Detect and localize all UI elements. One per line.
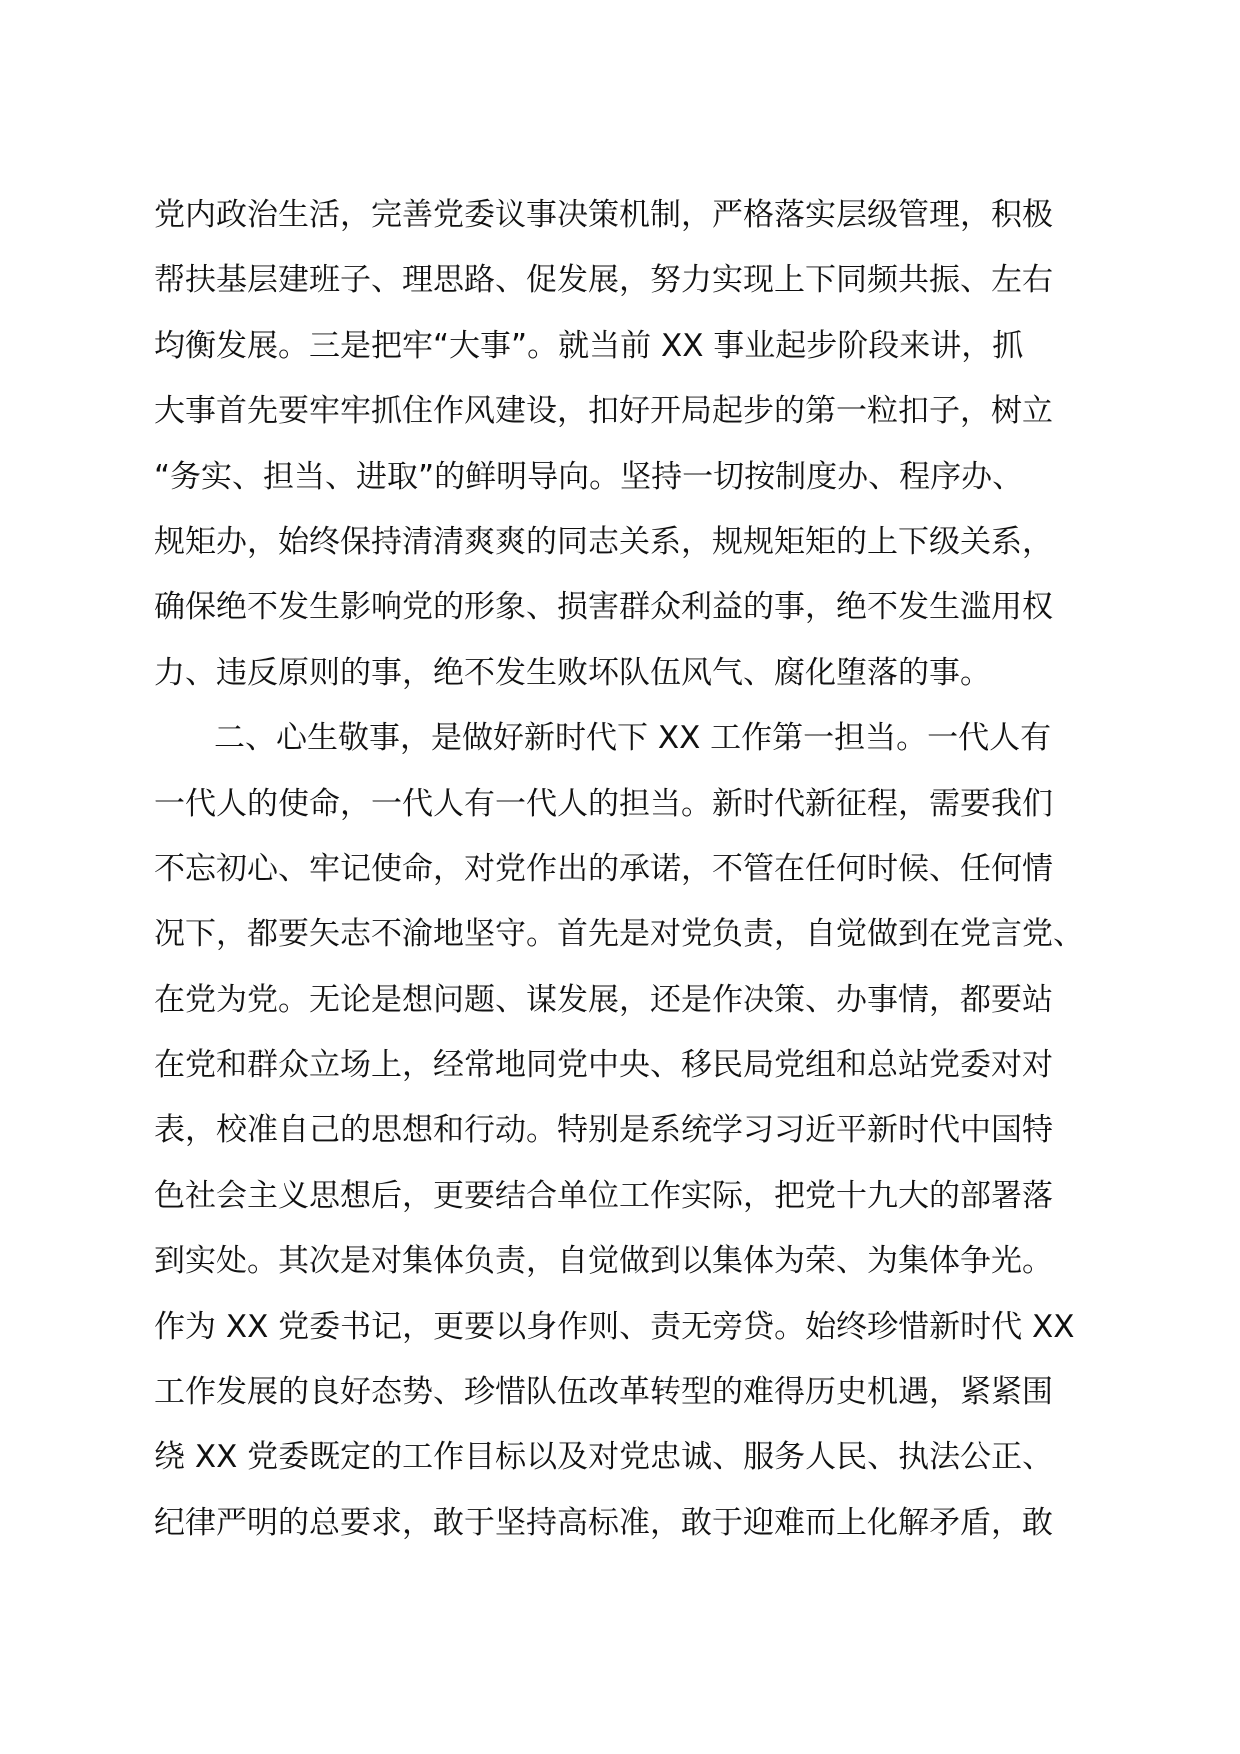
text-line: 色社会主义思想后，更要结合单位工作实际，把党十九大的部署落: [154, 1177, 1053, 1214]
text-line: 一代人的使命，一代人有一代人的担当。新时代新征程，需要我们: [154, 785, 1053, 822]
text-line: “务实、担当、进取”的鲜明导向。坚持一切按制度办、程序办、: [154, 458, 1024, 495]
text-line: 均衡发展。三是把牢“大事”。就当前 XX 事业起步阶段来讲，抓: [154, 327, 1024, 364]
text-line: 大事首先要牢牢抓住作风建设，扣好开局起步的第一粒扣子，树立: [154, 393, 1053, 430]
text-line: 确保绝不发生影响党的形象、损害群众利益的事，绝不发生滥用权: [154, 589, 1053, 626]
text-line: 工作发展的良好态势、珍惜队伍改革转型的难得历史机遇，紧紧围: [154, 1374, 1053, 1411]
text-line: 到实处。其次是对集体负责，自觉做到以集体为荣、为集体争光。: [154, 1243, 1053, 1280]
body-text: [154, 183, 1090, 1556]
text-line: 在党为党。无论是想问题、谋发展，还是作决策、办事情，都要站: [154, 981, 1053, 1018]
text-line: 绕 XX 党委既定的工作目标以及对党忠诚、服务人民、执法公正、: [154, 1439, 1054, 1476]
text-line: 纪律严明的总要求，敢于坚持高标准，敢于迎难而上化解矛盾，敢: [154, 1504, 1053, 1541]
text-line: 力、违反原则的事，绝不发生败坏队伍风气、腐化堕落的事。: [154, 654, 991, 691]
text-line: 在党和群众立场上，经常地同党中央、移民局党组和总站党委对对: [154, 1047, 1053, 1084]
text-line: 作为 XX 党委书记，更要以身作则、责无旁贷。始终珍惜新时代 XX: [154, 1308, 1075, 1345]
text-line: 党内政治生活，完善党委议事决策机制，严格落实层级管理，积极: [154, 197, 1053, 233]
text-line: 帮扶基层建班子、理思路、促发展，努力实现上下同频共振、左右: [154, 262, 1053, 299]
paragraph-start-line: 二、心生敬事，是做好新时代下 XX 工作第一担当。一代人有: [214, 720, 1052, 757]
text-line: 表，校准自己的思想和行动。特别是系统学习习近平新时代中国特: [154, 1112, 1053, 1149]
text-line: 规矩办，始终保持清清爽爽的同志关系，规规矩矩的上下级关系，: [154, 523, 1053, 560]
text-line: 不忘初心、牢记使命，对党作出的承诺，不管在任何时候、任何情: [154, 850, 1053, 887]
text-line: 况下，都要矢志不渝地坚守。首先是对党负责，自觉做到在党言党、: [154, 916, 1084, 953]
